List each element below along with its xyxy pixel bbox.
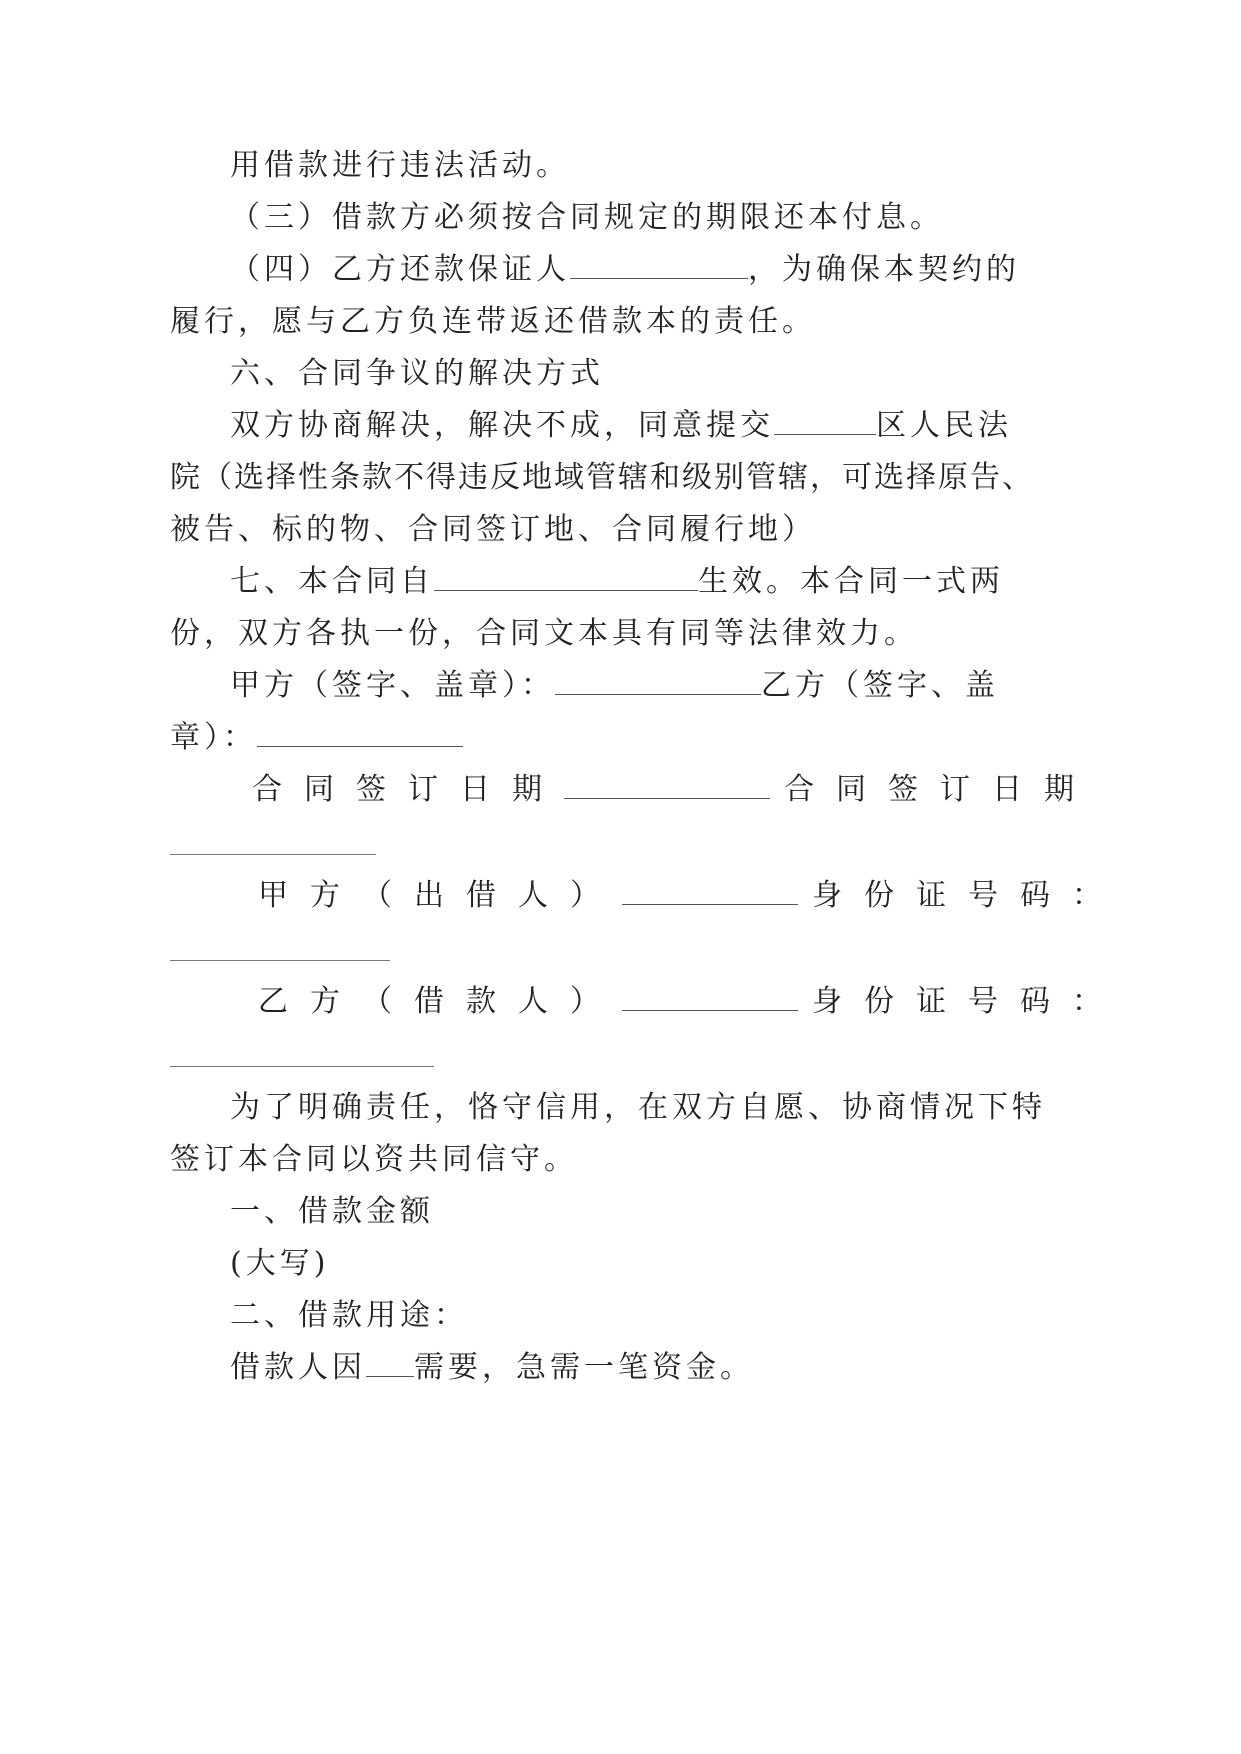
lender-id-blank[interactable] [170,960,390,961]
text: 乙方（借款人） [258,984,622,1019]
borrower-name-blank[interactable] [622,982,798,1011]
text: 身份证号码： [812,878,1124,913]
text: 乙方（签字、盖 [761,668,999,703]
paragraph-line [170,302,816,342]
text: 章）： [170,720,257,755]
text: 履行，愿与乙方负连带返还借款本的责任。 [170,304,816,339]
party-b-signature-blank[interactable] [257,718,463,747]
paragraph-line [170,510,816,550]
text: ，为确保本契约的 [748,252,1020,287]
text: 二、借款用途： [230,1298,468,1333]
amount-uppercase [230,1244,329,1284]
text: 区人民法 [876,408,1012,443]
text: 院（选择性条款不得违反地域管辖和级别管辖，可选择原告、 [170,460,1034,495]
text: 为了明确责任，恪守信用，在双方自愿、协商情况下特 [230,1090,1046,1125]
text: 生效。本合同一式两 [698,564,1004,599]
text: 六、合同争议的解决方式 [230,356,604,391]
section-seven [230,562,1004,602]
section-heading-two [230,1296,468,1336]
signature-line [170,718,463,758]
clause-three [230,198,944,238]
text: 签订本合同以资共同信守。 [170,1142,578,1177]
purpose-line [230,1348,754,1388]
lender-name-blank[interactable] [622,876,798,905]
signing-date-blank-b[interactable] [170,854,376,855]
text: 七、本合同自 [230,564,434,599]
signature-line [230,666,999,706]
clause-four [230,250,1020,290]
court-blank[interactable] [774,406,876,435]
text: 身份证号码： [812,984,1124,1019]
text: 合同签订日期 [252,772,564,807]
text: 借款人因 [230,1350,366,1385]
signing-date-line [252,770,1096,810]
paragraph-line [170,614,918,654]
paragraph-line [230,146,570,186]
preamble-line [230,1088,1046,1128]
guarantor-blank[interactable] [570,250,748,279]
text: (大写) [230,1246,330,1281]
borrower-line [258,982,1124,1022]
text: 甲方（出借人） [258,878,622,913]
preamble-line [170,1140,578,1180]
text: 双方协商解决，解决不成，同意提交 [230,408,774,443]
paragraph-line [230,406,1012,446]
text: 一、借款金额 [230,1194,434,1229]
text: 合同签订日期 [784,772,1096,807]
text: （四）乙方还款保证人 [230,252,570,287]
borrower-id-blank[interactable] [170,1066,434,1067]
signing-date-blank[interactable] [564,770,770,799]
text: （三）借款方必须按合同规定的期限还本付息。 [230,200,944,235]
text: 用借款进行违法活动。 [230,148,570,183]
text: 需要，急需一笔资金。 [414,1350,754,1385]
text: 甲方（签字、盖章）： [230,668,555,703]
section-heading-one [230,1192,434,1232]
party-a-signature-blank[interactable] [555,666,761,695]
effective-date-blank[interactable] [434,562,698,591]
text: 份，双方各执一份，合同文本具有同等法律效力。 [170,616,918,651]
text: 被告、标的物、合同签订地、合同履行地） [170,512,816,547]
paragraph-line [170,458,1034,498]
lender-line [258,876,1124,916]
purpose-blank[interactable] [366,1348,414,1377]
section-heading-six [230,354,604,394]
